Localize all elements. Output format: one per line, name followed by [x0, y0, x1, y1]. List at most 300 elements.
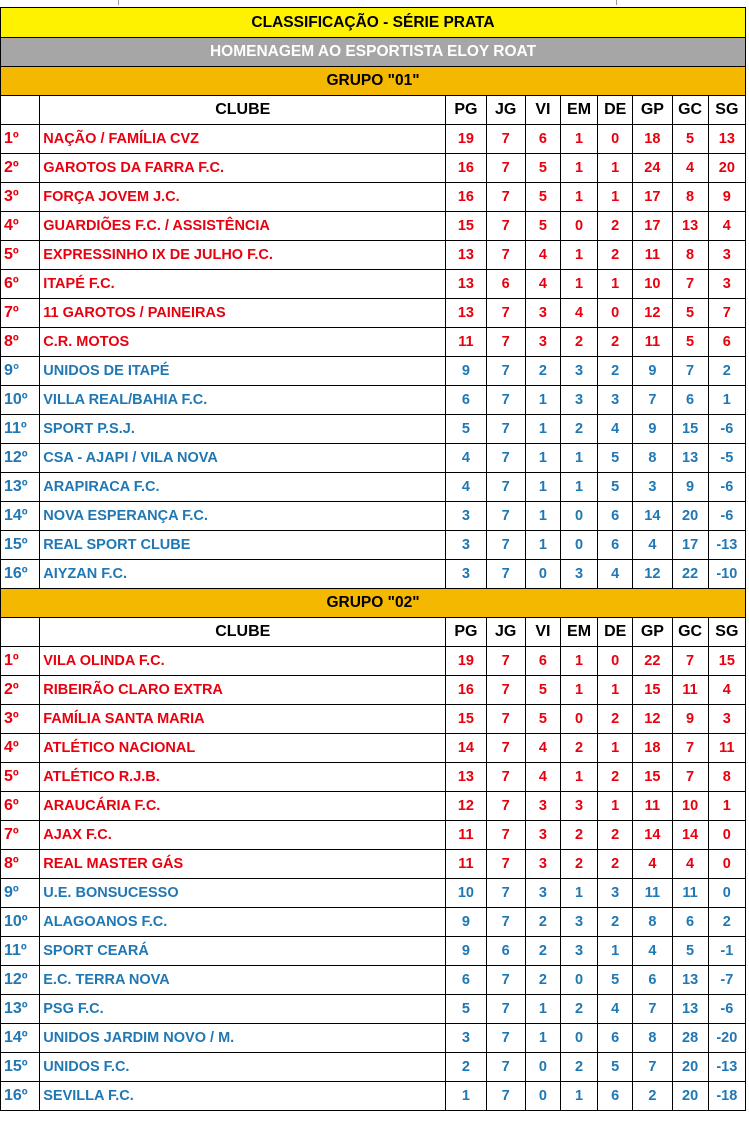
stat-cell: 1 — [708, 386, 745, 415]
stat-cell: 4 — [525, 241, 560, 270]
stat-cell: 6 — [672, 908, 708, 937]
table-row — [1, 734, 746, 763]
stat-cell: 8 — [633, 1024, 672, 1053]
stat-cell: 11 — [446, 850, 486, 879]
stat-cell: 7 — [486, 299, 525, 328]
position-cell: 12º — [1, 966, 40, 995]
stat-cell: 3 — [633, 473, 672, 502]
column-header-row — [1, 618, 746, 647]
club-name-cell: NOVA ESPERANÇA F.C. — [40, 502, 446, 531]
stat-cell: 1 — [598, 270, 633, 299]
stat-cell: 3 — [708, 241, 745, 270]
position-cell: 10º — [1, 386, 40, 415]
club-name-cell: UNIDOS F.C. — [40, 1053, 446, 1082]
stat-cell: 15 — [672, 415, 708, 444]
stat-cell: 1 — [598, 676, 633, 705]
stat-cell: 1 — [525, 531, 560, 560]
position-cell: 10º — [1, 908, 40, 937]
position-cell: 1º — [1, 647, 40, 676]
table-row — [1, 792, 746, 821]
stat-cell: 13 — [446, 299, 486, 328]
table-row — [1, 705, 746, 734]
stat-cell: 13 — [672, 995, 708, 1024]
stat-cell: 7 — [672, 647, 708, 676]
position-cell: 5º — [1, 241, 40, 270]
stat-cell: 1 — [560, 183, 597, 212]
stat-cell: 3 — [560, 560, 597, 589]
stat-cell: 0 — [708, 821, 745, 850]
position-cell: 16º — [1, 560, 40, 589]
table-row — [1, 183, 746, 212]
stat-cell: 2 — [598, 328, 633, 357]
subtitle-row — [1, 38, 746, 67]
table-row — [1, 415, 746, 444]
stat-cell: -7 — [708, 966, 745, 995]
stat-cell: 10 — [446, 879, 486, 908]
stat-cell: 2 — [598, 763, 633, 792]
stat-cell: 7 — [486, 879, 525, 908]
table-row — [1, 676, 746, 705]
stat-cell: 12 — [633, 560, 672, 589]
stat-cell: 14 — [633, 821, 672, 850]
stat-cell: 1 — [560, 676, 597, 705]
stat-cell: 4 — [598, 995, 633, 1024]
club-name-cell: SPORT CEARÁ — [40, 937, 446, 966]
stat-cell: 4 — [525, 270, 560, 299]
stat-cell: 2 — [560, 1053, 597, 1082]
stat-cell: 8 — [708, 763, 745, 792]
position-cell: 4º — [1, 734, 40, 763]
stat-cell: 5 — [598, 966, 633, 995]
stat-cell: 4 — [633, 850, 672, 879]
page-title: CLASSIFICAÇÃO - SÉRIE PRATA — [1, 8, 746, 38]
table-row — [1, 531, 746, 560]
column-header: GP — [633, 618, 672, 647]
club-name-cell: ALAGOANOS F.C. — [40, 908, 446, 937]
position-cell: 5º — [1, 763, 40, 792]
stat-cell: 6 — [486, 937, 525, 966]
stat-cell: 7 — [486, 908, 525, 937]
stat-cell: 11 — [633, 879, 672, 908]
stat-cell: 0 — [560, 531, 597, 560]
stat-cell: 1 — [525, 1024, 560, 1053]
position-cell: 7º — [1, 821, 40, 850]
column-header: DE — [598, 96, 633, 125]
stat-cell: 3 — [525, 792, 560, 821]
stat-cell: 3 — [598, 879, 633, 908]
stat-cell: 24 — [633, 154, 672, 183]
table-row — [1, 1082, 746, 1111]
stat-cell: 6 — [446, 386, 486, 415]
stat-cell: 9 — [446, 937, 486, 966]
stat-cell: 1 — [525, 995, 560, 1024]
stat-cell: 2 — [560, 821, 597, 850]
stat-cell: 7 — [633, 386, 672, 415]
stat-cell: 1 — [708, 792, 745, 821]
club-name-cell: NAÇÃO / FAMÍLIA CVZ — [40, 125, 446, 154]
club-name-cell: AJAX F.C. — [40, 821, 446, 850]
stat-cell: 2 — [560, 734, 597, 763]
stat-cell: 17 — [633, 183, 672, 212]
club-name-cell: UNIDOS DE ITAPÉ — [40, 357, 446, 386]
column-header: CLUBE — [40, 96, 446, 125]
stat-cell: 3 — [708, 270, 745, 299]
stat-cell: 22 — [633, 647, 672, 676]
title-row — [1, 8, 746, 38]
club-name-cell: ATLÉTICO NACIONAL — [40, 734, 446, 763]
stat-cell: 20 — [708, 154, 745, 183]
stat-cell: 3 — [560, 792, 597, 821]
stat-cell: 13 — [446, 270, 486, 299]
stat-cell: 3 — [525, 850, 560, 879]
table-row — [1, 241, 746, 270]
club-name-cell: FORÇA JOVEM J.C. — [40, 183, 446, 212]
column-header: DE — [598, 618, 633, 647]
position-cell: 11º — [1, 415, 40, 444]
stat-cell: 4 — [672, 850, 708, 879]
stat-cell: 16 — [446, 676, 486, 705]
stat-cell: 2 — [708, 908, 745, 937]
stat-cell: 14 — [446, 734, 486, 763]
stat-cell: 5 — [446, 995, 486, 1024]
stat-cell: 0 — [598, 299, 633, 328]
position-cell: 6º — [1, 792, 40, 821]
stat-cell: 7 — [486, 1024, 525, 1053]
stat-cell: 18 — [633, 125, 672, 154]
stat-cell: 7 — [486, 560, 525, 589]
stat-cell: -5 — [708, 444, 745, 473]
stat-cell: -6 — [708, 473, 745, 502]
stat-cell: 1 — [598, 792, 633, 821]
stat-cell: 9 — [672, 473, 708, 502]
position-cell: 13º — [1, 995, 40, 1024]
stat-cell: 10 — [633, 270, 672, 299]
position-header — [1, 618, 40, 647]
club-name-cell: VILLA REAL/BAHIA F.C. — [40, 386, 446, 415]
stat-cell: 7 — [486, 966, 525, 995]
club-name-cell: SEVILLA F.C. — [40, 1082, 446, 1111]
stat-cell: 0 — [525, 1082, 560, 1111]
club-name-cell: ITAPÉ F.C. — [40, 270, 446, 299]
stat-cell: 9 — [633, 415, 672, 444]
club-name-cell: UNIDOS JARDIM NOVO / M. — [40, 1024, 446, 1053]
column-header: JG — [486, 96, 525, 125]
stat-cell: 5 — [525, 676, 560, 705]
stat-cell: 14 — [672, 821, 708, 850]
stat-cell: 1 — [560, 473, 597, 502]
stat-cell: 10 — [672, 792, 708, 821]
stat-cell: -10 — [708, 560, 745, 589]
stat-cell: 15 — [708, 647, 745, 676]
club-name-cell: ARAUCÁRIA F.C. — [40, 792, 446, 821]
stat-cell: 3 — [525, 328, 560, 357]
column-header: EM — [560, 618, 597, 647]
stat-cell: 13 — [446, 763, 486, 792]
stat-cell: 2 — [633, 1082, 672, 1111]
column-header: GC — [672, 618, 708, 647]
stat-cell: 2 — [446, 1053, 486, 1082]
stat-cell: 1 — [598, 183, 633, 212]
stat-cell: 6 — [633, 966, 672, 995]
position-cell: 8º — [1, 328, 40, 357]
stat-cell: 5 — [525, 212, 560, 241]
stat-cell: 19 — [446, 125, 486, 154]
stat-cell: 6 — [672, 386, 708, 415]
stat-cell: 13 — [672, 444, 708, 473]
table-row — [1, 357, 746, 386]
stat-cell: 0 — [598, 125, 633, 154]
position-cell: 3º — [1, 705, 40, 734]
stat-cell: 3 — [560, 357, 597, 386]
position-cell: 15º — [1, 1053, 40, 1082]
stat-cell: 5 — [672, 299, 708, 328]
stat-cell: 7 — [486, 154, 525, 183]
table-row — [1, 473, 746, 502]
stat-cell: 1 — [560, 879, 597, 908]
stat-cell: -1 — [708, 937, 745, 966]
stat-cell: 1 — [560, 1082, 597, 1111]
stat-cell: 8 — [633, 908, 672, 937]
stat-cell: 7 — [486, 995, 525, 1024]
stat-cell: 20 — [672, 502, 708, 531]
stat-cell: -6 — [708, 995, 745, 1024]
stat-cell: 11 — [672, 676, 708, 705]
stat-cell: 5 — [525, 183, 560, 212]
stat-cell: 6 — [446, 966, 486, 995]
stat-cell: 4 — [446, 473, 486, 502]
stat-cell: 0 — [560, 705, 597, 734]
stat-cell: -13 — [708, 1053, 745, 1082]
stat-cell: 2 — [598, 357, 633, 386]
stat-cell: 1 — [560, 241, 597, 270]
stat-cell: 19 — [446, 647, 486, 676]
position-cell: 8º — [1, 850, 40, 879]
stat-cell: 2 — [708, 357, 745, 386]
stat-cell: -6 — [708, 502, 745, 531]
column-header: PG — [446, 618, 486, 647]
stat-cell: 2 — [598, 241, 633, 270]
stat-cell: 1 — [598, 154, 633, 183]
club-name-cell: ARAPIRACA F.C. — [40, 473, 446, 502]
stat-cell: 17 — [672, 531, 708, 560]
stat-cell: 12 — [633, 705, 672, 734]
table-row — [1, 502, 746, 531]
position-cell: 14º — [1, 1024, 40, 1053]
stat-cell: 7 — [672, 734, 708, 763]
stat-cell: 4 — [672, 154, 708, 183]
stat-cell: 15 — [633, 763, 672, 792]
group-title: GRUPO "01" — [1, 67, 746, 96]
stat-cell: 1 — [525, 444, 560, 473]
stat-cell: 1 — [525, 415, 560, 444]
position-cell: 14º — [1, 502, 40, 531]
stat-cell: 6 — [598, 502, 633, 531]
stat-cell: 7 — [486, 705, 525, 734]
position-cell: 6º — [1, 270, 40, 299]
stat-cell: 7 — [486, 763, 525, 792]
stat-cell: 2 — [598, 821, 633, 850]
club-name-cell: C.R. MOTOS — [40, 328, 446, 357]
stat-cell: -13 — [708, 531, 745, 560]
stat-cell: 7 — [486, 386, 525, 415]
stat-cell: 4 — [446, 444, 486, 473]
stat-cell: 6 — [598, 1024, 633, 1053]
stat-cell: 7 — [672, 763, 708, 792]
stat-cell: 16 — [446, 183, 486, 212]
stat-cell: 5 — [598, 473, 633, 502]
group-header-row — [1, 67, 746, 96]
stat-cell: 15 — [446, 705, 486, 734]
stat-cell: 0 — [598, 647, 633, 676]
column-header: VI — [525, 618, 560, 647]
stat-cell: 0 — [560, 966, 597, 995]
stat-cell: 0 — [708, 879, 745, 908]
stat-cell: 4 — [525, 763, 560, 792]
club-name-cell: GAROTOS DA FARRA F.C. — [40, 154, 446, 183]
position-cell: 2º — [1, 676, 40, 705]
stat-cell: 7 — [486, 212, 525, 241]
stat-cell: 7 — [486, 531, 525, 560]
group-title: GRUPO "02" — [1, 589, 746, 618]
stat-cell: 2 — [560, 415, 597, 444]
top-cell-left — [0, 0, 119, 5]
column-header-row — [1, 96, 746, 125]
stat-cell: 1 — [598, 734, 633, 763]
position-cell: 15º — [1, 531, 40, 560]
table-row — [1, 937, 746, 966]
stat-cell: -20 — [708, 1024, 745, 1053]
stat-cell: 17 — [633, 212, 672, 241]
stat-cell: 6 — [598, 1082, 633, 1111]
position-cell: 11º — [1, 937, 40, 966]
stat-cell: 11 — [446, 821, 486, 850]
stat-cell: 2 — [525, 357, 560, 386]
stat-cell: 4 — [560, 299, 597, 328]
stat-cell: 18 — [633, 734, 672, 763]
stat-cell: 0 — [560, 212, 597, 241]
stat-cell: 9 — [708, 183, 745, 212]
stat-cell: 0 — [525, 1053, 560, 1082]
top-partial-row — [0, 0, 749, 7]
stat-cell: -18 — [708, 1082, 745, 1111]
club-name-cell: REAL SPORT CLUBE — [40, 531, 446, 560]
stat-cell: 3 — [560, 908, 597, 937]
stat-cell: 3 — [560, 937, 597, 966]
stat-cell: 2 — [598, 705, 633, 734]
table-row — [1, 299, 746, 328]
column-header: GC — [672, 96, 708, 125]
table-row — [1, 850, 746, 879]
position-cell: 13º — [1, 473, 40, 502]
stat-cell: 4 — [525, 734, 560, 763]
stat-cell: 7 — [486, 241, 525, 270]
stat-cell: 3 — [446, 531, 486, 560]
stat-cell: 7 — [486, 850, 525, 879]
stat-cell: 7 — [486, 415, 525, 444]
stat-cell: 11 — [446, 328, 486, 357]
stat-cell: 3 — [525, 879, 560, 908]
stat-cell: 2 — [525, 937, 560, 966]
stat-cell: 11 — [633, 241, 672, 270]
stat-cell: 11 — [633, 328, 672, 357]
stat-cell: 15 — [446, 212, 486, 241]
stat-cell: 4 — [598, 560, 633, 589]
stat-cell: 9 — [633, 357, 672, 386]
table-row — [1, 328, 746, 357]
stat-cell: 7 — [486, 502, 525, 531]
group-header-row — [1, 589, 746, 618]
stat-cell: 2 — [560, 328, 597, 357]
table-row — [1, 270, 746, 299]
club-name-cell: 11 GAROTOS / PAINEIRAS — [40, 299, 446, 328]
stat-cell: 9 — [672, 705, 708, 734]
stat-cell: 12 — [446, 792, 486, 821]
club-name-cell: SPORT P.S.J. — [40, 415, 446, 444]
stat-cell: 13 — [672, 966, 708, 995]
stat-cell: 16 — [446, 154, 486, 183]
stat-cell: 7 — [486, 473, 525, 502]
stat-cell: 28 — [672, 1024, 708, 1053]
stat-cell: 0 — [525, 560, 560, 589]
position-cell: 3º — [1, 183, 40, 212]
table-row — [1, 386, 746, 415]
column-header: EM — [560, 96, 597, 125]
club-name-cell: CSA - AJAPI / VILA NOVA — [40, 444, 446, 473]
column-header: PG — [446, 96, 486, 125]
club-name-cell: AIYZAN F.C. — [40, 560, 446, 589]
stat-cell: 6 — [525, 647, 560, 676]
stat-cell: 2 — [560, 850, 597, 879]
standings-table — [0, 7, 746, 1111]
table-row — [1, 1024, 746, 1053]
stat-cell: 2 — [525, 908, 560, 937]
stat-cell: 3 — [525, 821, 560, 850]
position-cell: 12º — [1, 444, 40, 473]
stat-cell: 7 — [486, 734, 525, 763]
stat-cell: 11 — [633, 792, 672, 821]
column-header: VI — [525, 96, 560, 125]
stat-cell: 1 — [560, 444, 597, 473]
stat-cell: 7 — [486, 1082, 525, 1111]
club-name-cell: VILA OLINDA F.C. — [40, 647, 446, 676]
club-name-cell: PSG F.C. — [40, 995, 446, 1024]
stat-cell: 7 — [633, 1053, 672, 1082]
stat-cell: 4 — [633, 531, 672, 560]
stat-cell: 5 — [598, 444, 633, 473]
club-name-cell: ATLÉTICO R.J.B. — [40, 763, 446, 792]
stat-cell: 1 — [560, 763, 597, 792]
stat-cell: 1 — [446, 1082, 486, 1111]
stat-cell: 20 — [672, 1082, 708, 1111]
club-name-cell: E.C. TERRA NOVA — [40, 966, 446, 995]
stat-cell: 1 — [525, 386, 560, 415]
club-name-cell: RIBEIRÃO CLARO EXTRA — [40, 676, 446, 705]
stat-cell: 15 — [633, 676, 672, 705]
table-row — [1, 444, 746, 473]
stat-cell: 6 — [486, 270, 525, 299]
stat-cell: 3 — [598, 386, 633, 415]
stat-cell: 7 — [486, 647, 525, 676]
stat-cell: 1 — [560, 154, 597, 183]
stat-cell: 13 — [672, 212, 708, 241]
stat-cell: 4 — [598, 415, 633, 444]
stat-cell: 11 — [672, 879, 708, 908]
stat-cell: 9 — [446, 908, 486, 937]
top-cell-right — [616, 0, 749, 5]
stat-cell: 14 — [633, 502, 672, 531]
stat-cell: 5 — [598, 1053, 633, 1082]
stat-cell: 1 — [525, 473, 560, 502]
